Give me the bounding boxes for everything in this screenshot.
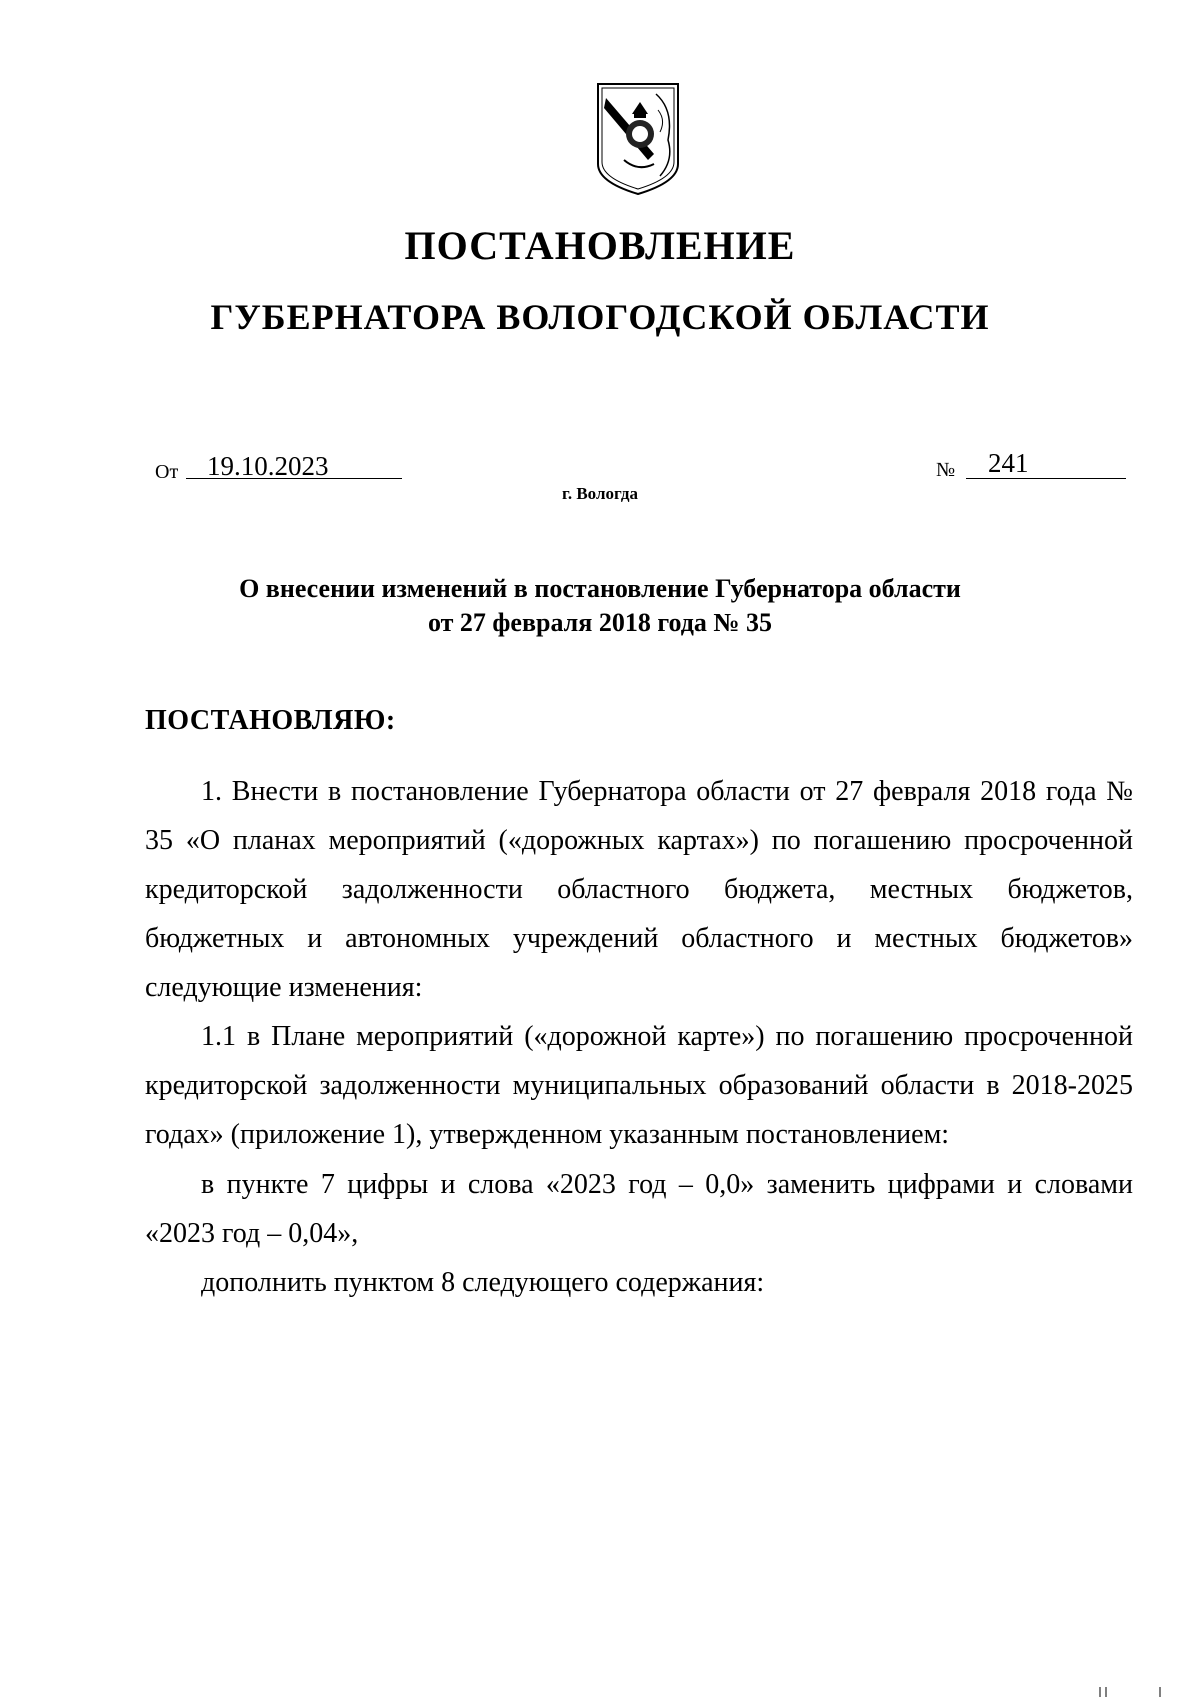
vologda-coat-of-arms-icon	[594, 80, 682, 198]
paragraph-1: 1. Внести в постановление Губернатора области от 27 февраля 2018 года № 35 «О планах мероприятий («дорожных картах») по погашению просроченной кредиторской задолженности областного бюджета, местных бюджетов, бюджетных и автономных учреждений областного и местных бюджетов» следующие изменения:	[145, 776, 1133, 1003]
paragraph-add: дополнить пунктом 8 следующего содержания:	[201, 1267, 765, 1298]
scan-marks	[1090, 1683, 1180, 1697]
document-date: 19.10.2023	[207, 451, 329, 481]
subject-line-2: от 27 февраля 2018 года № 35	[427, 608, 773, 637]
document-subject	[0, 572, 1200, 640]
document-title: ПОСТАНОВЛЕНИЕ	[404, 223, 796, 268]
issuer-title: ГУБЕРНАТОРА ВОЛОГОДСКОЙ ОБЛАСТИ	[210, 297, 990, 337]
city: г. Вологда	[562, 484, 638, 503]
paragraph	[145, 1012, 1133, 1159]
paragraph	[145, 1160, 1133, 1258]
paragraph-1-1: 1.1 в Плане мероприятий («дорожной карте») по погашению просроченной кредиторской задолженности муниципальных образований области в 2018-2025 годах» (приложение 1), утвержденном указанным постановлением:	[145, 1021, 1133, 1150]
date-label: От	[155, 461, 179, 483]
document-number: 241	[988, 448, 1029, 478]
paragraph	[145, 767, 1133, 1012]
paragraph-replace: в пункте 7 цифры и слова «2023 год – 0,0» заменить цифрами и словами «2023 год – 0,04»,	[145, 1169, 1133, 1249]
number-label: №	[936, 459, 956, 481]
subject-line-1: О внесении изменений в постановление Губернатора области	[239, 574, 961, 603]
decree-heading: ПОСТАНОВЛЯЮ:	[145, 705, 396, 736]
paragraph	[145, 1258, 1133, 1307]
